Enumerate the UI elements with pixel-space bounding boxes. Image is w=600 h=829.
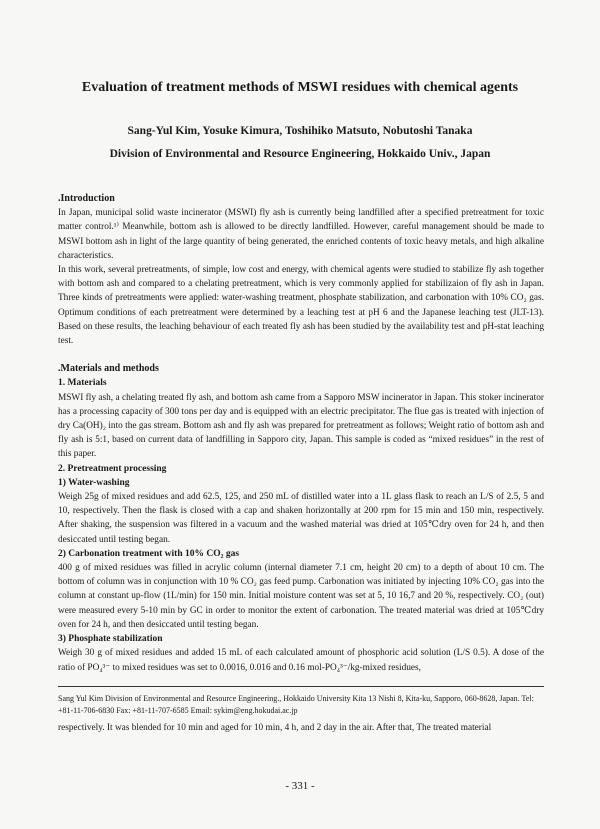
intro-paragraph-2: In this work, several pretreatments, of simple, low cost and energy, with chemical agents were studied to stabilize fly ash together with bottom ash and compared to a chelating pretreatment, which is very commonly applied for stabilizaion of fly ash in Japan. Three kinds of pretreatments were applied: water-washing treatment, phosphate stabilization, and carbonation with 10% CO₂ gas. Optimum conditions of each pretreatment were determined by a leaching test at pH 6 and the Japanese leaching test (JLT-13). Based on these results, the leaching behaviour of each treated fly ash has been studied by the availability test and pH-stat leaching test. bbox=[58, 265, 544, 347]
affiliation: Division of Environmental and Resource Engineering, Hokkaido Univ., Japan bbox=[109, 148, 491, 160]
continuation-text: respectively. It was blended for 10 min and aged for 10 min, 4 h, and 2 day in the air. After that, The treated material bbox=[58, 723, 492, 733]
phosphate-paragraph: Weigh 30 g of mixed residues and added 15 mL of each calculated amount of phosphoric acid solution (L/S 0.5). A dose of the ratio of PO₄³⁻ to mixed residues was set to 0.0016, 0.016 and 0.16 mol-PO₄³⁻/kg-mixed residues, bbox=[58, 648, 544, 673]
subheading-water-washing: 1) Water-washing bbox=[58, 477, 130, 488]
paper-body bbox=[58, 192, 544, 675]
author-list: Sang-Yul Kim, Yosuke Kimura, Toshihiko Matsuto, Nobutoshi Tanaka bbox=[127, 125, 473, 137]
author-footnote bbox=[58, 686, 544, 717]
subheading-carbonation: 2) Carbonation treatment with 10% CO₂ gas bbox=[58, 548, 240, 559]
footnote-text: Sang Yul Kim Division of Environmental and Resource Engineering., Hokkaido University Kita 13 Nishi 8, Kita-ku, Sapporo, 060-8628, Japan. Tel: +81-11-706-6830 Fax: +81-11-707-6585 Email: sykim@eng.hokudai.ac.jp bbox=[58, 694, 534, 715]
paper-title: Evaluation of treatment methods of MSWI residues with chemical agents bbox=[81, 80, 519, 95]
subsection-heading-pretreatment: 2. Pretreatment processing bbox=[58, 463, 167, 474]
subheading-phosphate: 3) Phosphate stabilization bbox=[58, 634, 163, 645]
section-heading-introduction: .Introduction bbox=[58, 193, 115, 204]
section-heading-methods: .Materials and methods bbox=[58, 363, 159, 375]
materials-paragraph: MSWI fly ash, a chelating treated fly ash, and bottom ash came from a Sapporo MSW incinerator in Japan. This stoker incinerator has a processing capacity of 300 tons per day and is equipped with an electric precipitator. The flue gas is treated with injection of dry Ca(OH)₂ into the gas stream. Bottom ash and fly ash was prepared for pretreatment as follows; Weight ratio of bottom ash and fly ash is 5:1, based on current data of landfilling in Sapporo city, Japan. This sample is coded as “mixed residues” in the rest of this paper. bbox=[58, 392, 544, 460]
water-washing-paragraph: Weigh 25g of mixed residues and add 62.5, 125, and 250 mL of distilled water into a 1L glass flask to reach an L/S of 2.5, 5 and 10, respectively. Then the flask is closed with a cap and shaken horizontally at 200 rpm for 15 min and 150 min, respectively. After shaking, the suspension was filtered in a vacuum and the washed material was dried at 105℃dry oven for 24 h, and then desiccated until testing began. bbox=[58, 492, 544, 545]
page-number: - 331 - bbox=[285, 780, 315, 792]
carbonation-paragraph: 400 g of mixed residues was filled in acrylic column (internal diameter 7.1 cm, height 20 cm) to a depth of about 10 cm. The bottom of column was in conjunction with 10 % CO₂ gas feed pump. Carbonation was initiated by injecting 10% CO₂ gas into the column at constant up-flow (1L/min) for 150 min. Initial moisture content was set at 5, 10 16,7 and 20 %, respectively. CO₂ (out) were measured every 5-10 min by GC in order to monitor the extent of carbonation. The treated material was dried at 105℃dry oven for 24 h, and then desiccated until testing began. bbox=[58, 563, 544, 630]
subsection-heading-materials: 1. Materials bbox=[58, 378, 107, 389]
intro-paragraph-1: In Japan, municipal solid waste incinerator (MSWI) fly ash is currently being landfilled after a specified pretreatment for toxic matter control.¹⁾ Meanwhile, bottom ash is allowed to be directly landfilled. However, careful management should be made to MSWI bottom ash in light of the large quantity of being generated, the enriched contents of toxic heavy metals, and high alkaline characteristics. bbox=[58, 208, 544, 261]
